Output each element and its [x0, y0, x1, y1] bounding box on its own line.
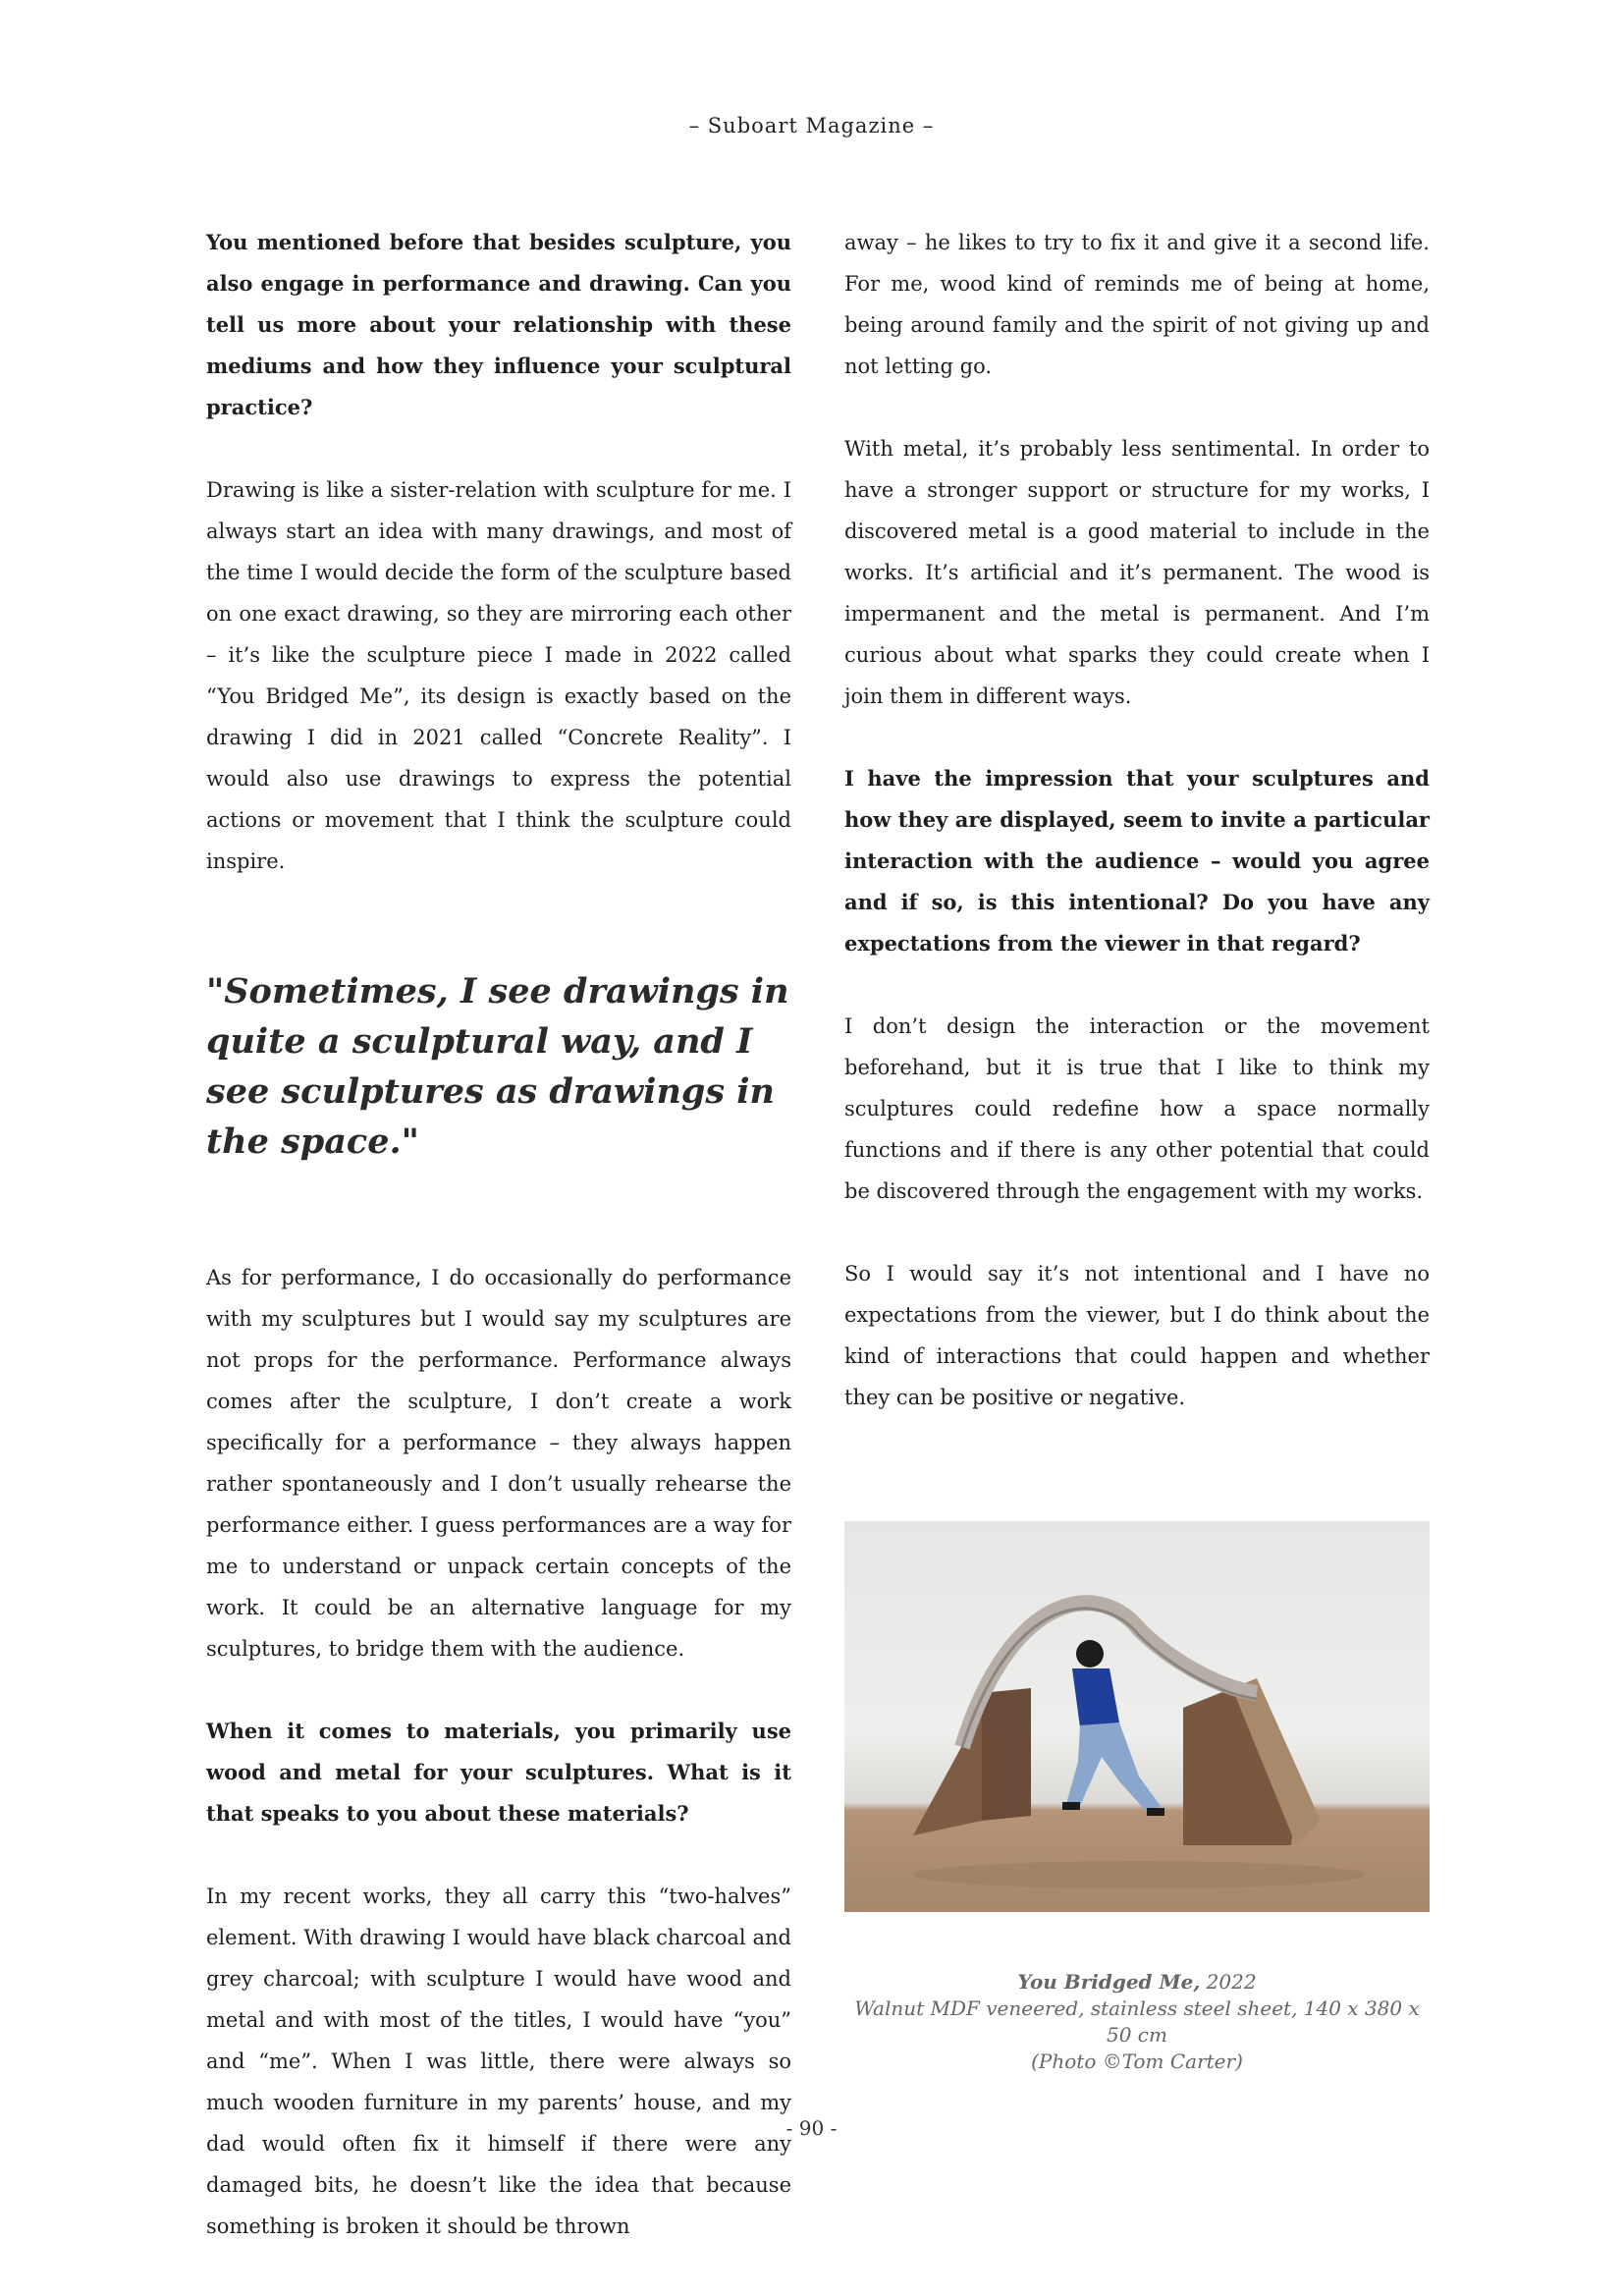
answer-materials-continued: away – he likes to try to fix it and give it a second life. For me, wood kind of reminds me of being at home, being around family and the spirit of not giving up and not letting go.	[844, 231, 1430, 378]
answer-metal: With metal, it’s probably less sentimental. In order to have a stronger support or structure for my works, I discovered metal is a good material to include in the works. It’s artificial and it’s permanent. The wood is impermanent and the metal is permanent. And I’m curious about what sparks they could create when I join them in different ways.	[844, 437, 1430, 708]
question-mediums: You mentioned before that besides sculpture, you also engage in performance and drawing. Can you tell us more about your relationship with these mediums and how they influence your sculptural practice?	[206, 230, 791, 419]
left-column	[206, 222, 791, 2247]
answer-performance: As for performance, I do occasionally do performance with my sculptures but I would say my sculptures are not props for the performance. Performance always comes after the sculpture, I don’t create a work specifically for a performance – they always happen rather spontaneously and I don’t usually rehearse the performance either. I guess performances are a way for me to understand or unpack certain concepts of the work. It could be an alternative language for my sculptures, to bridge them with the audience.	[206, 1266, 791, 1661]
caption-title: You Bridged Me,	[1017, 1970, 1201, 1994]
pull-quote: "Sometimes, I see drawings in quite a sculptural way, and I see sculptures as drawings in the space."	[206, 971, 789, 1162]
photo-caption	[844, 1969, 1430, 2075]
caption-materials: Walnut MDF veneered, stainless steel sheet, 140 x 380 x 50 cm	[854, 1996, 1420, 2047]
answer-expectations: So I would say it’s not intentional and I have no expectations from the viewer, but I do think about the kind of interactions that could happen and whether they can be positive or negative.	[844, 1262, 1430, 1409]
question-materials: When it comes to materials, you primarily use wood and metal for your sculptures. What is it that speaks to you about these materials?	[206, 1719, 791, 1826]
caption-credit: (Photo ©Tom Carter)	[1031, 2050, 1243, 2073]
sculpture-photo	[844, 1521, 1430, 1912]
answer-interaction: I don’t design the interaction or the movement beforehand, but it is true that I like to think my sculptures could redefine how a space normally functions and if there is any other potential that could be discovered through the engagement with my works.	[844, 1014, 1430, 1203]
right-column	[844, 222, 1430, 2075]
answer-materials: In my recent works, they all carry this “two-halves” element. With drawing I would have black charcoal and grey charcoal; with sculpture I would have wood and metal and with most of the titles, I would have “you” and “me”. When I was little, there were always so much wooden furniture in my parents’ house, and my dad would often fix it himself if there were any damaged bits, he doesn’t like the idea that because something is broken it should be thrown	[206, 1885, 791, 2238]
caption-year: 2022	[1200, 1970, 1257, 1994]
sculpture-illustration	[844, 1521, 1430, 1912]
page-number: - 90 -	[785, 2116, 838, 2140]
answer-drawing: Drawing is like a sister-relation with sculpture for me. I always start an idea with many drawings, and most of the time I would decide the form of the sculpture based on one exact drawing, so they are mirroring each other – it’s like the sculpture piece I made in 2022 called “You Bridged Me”, its design is exactly based on the drawing I did in 2021 called “Concrete Reality”. I would also use drawings to express the potential actions or movement that I think the sculpture could inspire.	[206, 478, 791, 873]
running-header: – Suboart Magazine –	[688, 114, 935, 137]
caption-title-line	[844, 1969, 1430, 1995]
question-interaction: I have the impression that your sculptures and how they are displayed, seem to invite a particular interaction with the audience – would you agree and if so, is this intentional? Do you have any expectations from the viewer in that regard?	[844, 766, 1430, 956]
